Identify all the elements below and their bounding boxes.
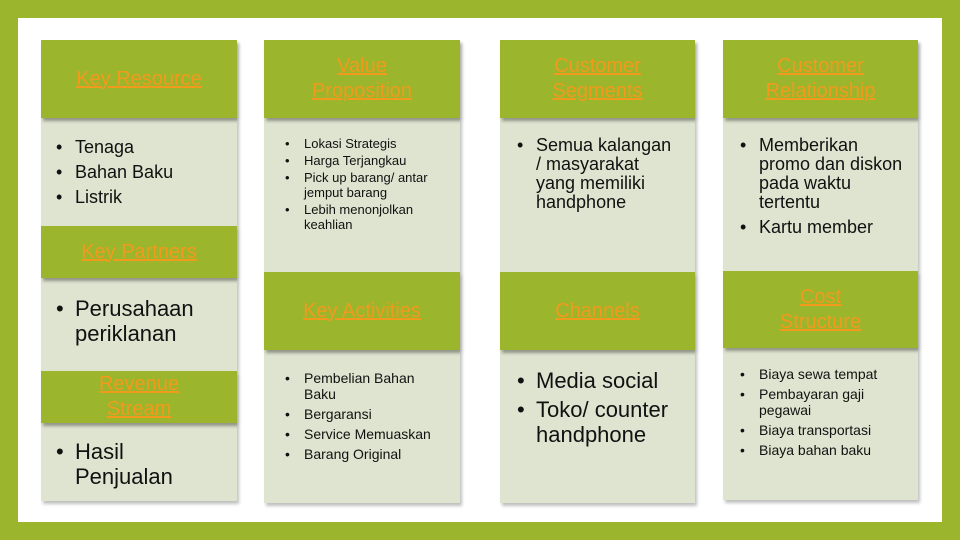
list-item: • Kartu member [737,218,904,237]
list-item: • Hasil Penjualan [53,439,227,489]
cost-structure-list [737,366,904,458]
list-item: • Toko/ counter handphone [514,397,681,447]
revenue-stream-title: Revenue Stream [98,373,180,420]
column-key-resource [41,40,237,501]
key-activities-body [264,350,460,503]
list-item: • Biaya bahan baku [737,442,904,458]
column-value-proposition [264,40,460,503]
key-resource-list [53,138,227,207]
revenue-stream-header [41,371,237,423]
revenue-stream-body [41,423,237,501]
customer-segments-body [500,118,695,272]
customer-relationship-list [737,136,904,237]
column-customer-segments [500,40,695,503]
value-proposition-body [264,118,460,272]
list-item: • Biaya transportasi [737,422,904,438]
list-item: • Perusahaan periklanan [53,296,227,346]
key-partners-list [53,296,227,346]
list-item: • Semua kalangan / masyarakat yang memiliki handphone [514,136,681,212]
channels-list [514,368,681,447]
key-partners-title: Key Partners [81,240,197,263]
list-item: • Bergaransi [282,406,450,422]
list-item: • Bahan Baku [53,163,227,182]
value-proposition-list [282,136,450,232]
customer-relationship-body [723,118,918,271]
customer-segments-header [500,40,695,118]
key-resource-body [41,118,237,226]
channels-title: Channels [555,299,640,322]
key-activities-header [264,272,460,350]
key-resource-title: Key Resource [76,67,202,90]
list-item: • Barang Original [282,446,450,462]
key-partners-body [41,278,237,371]
channels-header [500,272,695,350]
list-item: • Pick up barang/ antar jemput barang [282,170,450,200]
key-resource-header [41,40,237,118]
list-item: • Biaya sewa tempat [737,366,904,382]
value-proposition-title: Value Proposition [311,55,413,102]
customer-segments-title: Customer Segments [552,55,643,102]
list-item: • Memberikan promo dan diskon pada waktu tertentu [737,136,904,212]
key-activities-title: Key Activities [303,299,421,322]
list-item: • Tenaga [53,138,227,157]
cost-structure-header [723,271,918,348]
list-item: • Lokasi Strategis [282,136,450,151]
channels-body [500,350,695,503]
revenue-stream-list [53,439,227,489]
list-item: • Pembelian Bahan Baku [282,370,450,402]
value-proposition-header [264,40,460,118]
list-item: • Service Memuaskan [282,426,450,442]
list-item: • Listrik [53,188,227,207]
cost-structure-body [723,348,918,500]
list-item: • Pembayaran gaji pegawai [737,386,904,418]
key-partners-header [41,226,237,278]
customer-relationship-header [723,40,918,118]
column-customer-relationship [723,40,918,500]
list-item: • Harga Terjangkau [282,153,450,168]
customer-relationship-title: Customer Relationship [765,55,876,102]
key-activities-list [282,370,450,462]
list-item: • Lebih menonjolkan keahlian [282,202,450,232]
cost-structure-title: Cost Structure [779,285,862,333]
list-item: • Media social [514,368,681,393]
customer-segments-list [514,136,681,212]
